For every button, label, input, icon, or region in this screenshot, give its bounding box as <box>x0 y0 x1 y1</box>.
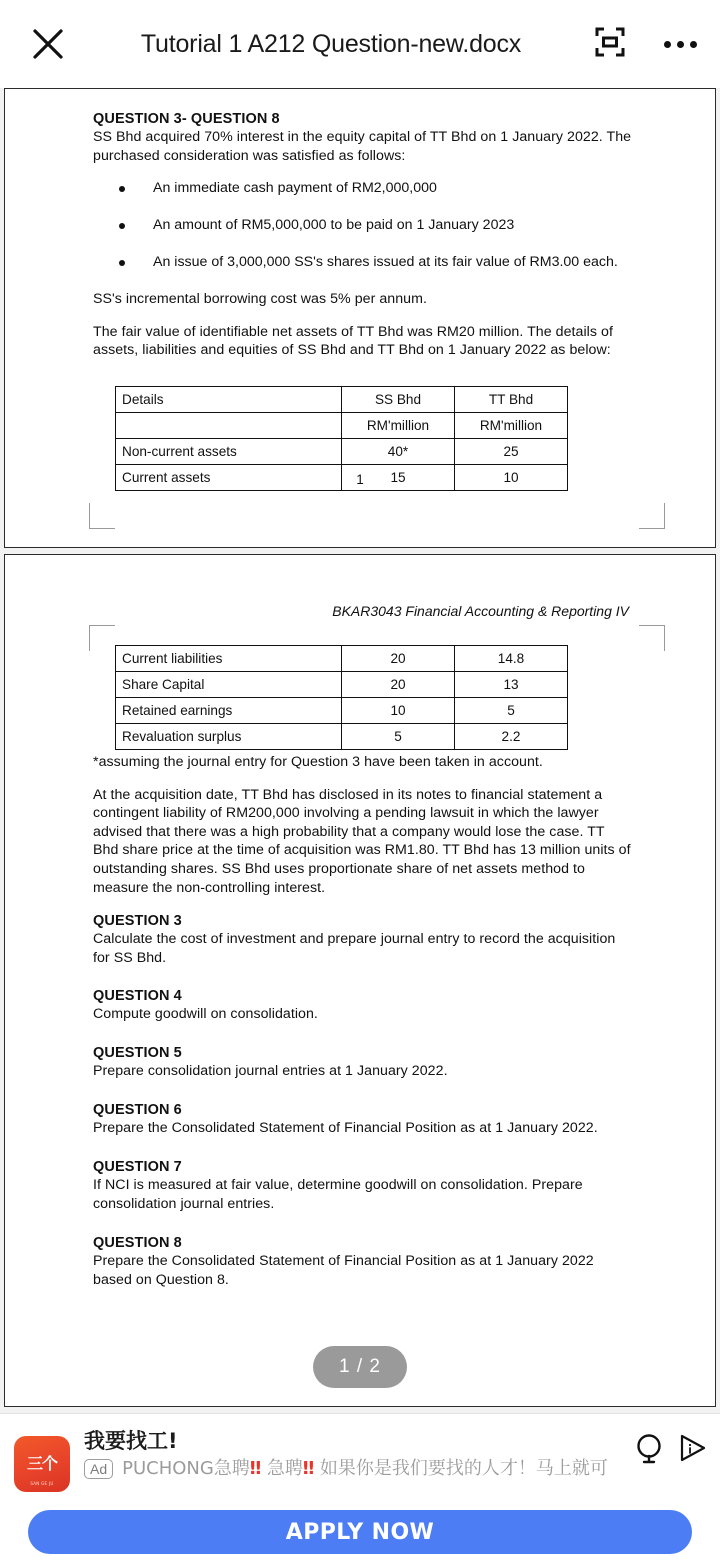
question-block-3 <box>93 913 633 967</box>
question-heading: QUESTION 8 <box>93 1235 182 1252</box>
table-row <box>116 412 568 438</box>
table-cell: 40* <box>342 438 455 464</box>
play-info-icon[interactable] <box>678 1433 706 1468</box>
ad-logo <box>14 1436 70 1492</box>
sound-icon[interactable] <box>634 1432 664 1469</box>
table-row <box>116 646 568 672</box>
question-heading: QUESTION 6 <box>93 1101 182 1118</box>
fit-to-screen-button[interactable] <box>584 18 636 70</box>
question-block-6 <box>93 1102 633 1138</box>
question-text: Compute goodwill on consolidation. <box>93 1006 318 1023</box>
intro-paragraph: SS Bhd acquired 70% interest in the equity capital of TT Bhd on 1 January 2022. The purchased consideration was satisfied as follows: <box>93 129 632 164</box>
table-cell: RM'million <box>455 412 568 438</box>
table-cell: 2.2 <box>455 724 568 750</box>
borrowing-cost-paragraph: SS's incremental borrowing cost was 5% per annum. <box>93 291 427 308</box>
app-bar <box>0 0 720 88</box>
table-row <box>116 386 568 412</box>
table-cell: SS Bhd <box>342 386 455 412</box>
table-cell: 10 <box>455 464 568 490</box>
table-footnote: *assuming the journal entry for Question 3 have been taken in account. <box>93 754 543 770</box>
document-title: Tutorial 1 A212 Question-new.docx <box>140 29 522 58</box>
question-heading: QUESTION 5 <box>93 1044 182 1061</box>
table-cell: Share Capital <box>116 672 342 698</box>
table-cell: 5 <box>455 698 568 724</box>
ad-controls <box>634 1432 706 1469</box>
table-cell <box>116 412 342 438</box>
list-item: An issue of 3,000,000 SS's shares issued at its fair value of RM3.00 each. <box>93 253 633 271</box>
document-page-2 <box>4 554 716 1407</box>
question-text: Prepare the Consolidated Statement of Financial Position as at 1 January 2022 based on Question 8. <box>93 1253 594 1288</box>
table-cell: RM'million <box>342 412 455 438</box>
ad-description <box>122 1458 608 1480</box>
margin-mark-top-right <box>639 625 665 651</box>
question-block-5 <box>93 1045 633 1081</box>
table-cell: Retained earnings <box>116 698 342 724</box>
margin-mark-bottom-right <box>639 503 665 529</box>
fit-to-screen-icon <box>595 27 625 62</box>
table-cell: 10 <box>342 698 455 724</box>
ad-logo-subtext: SAN GE JU <box>30 1481 54 1486</box>
margin-mark-bottom-left <box>89 503 115 529</box>
ad-desc-post: 如果你是我们要找的人才！马上就可 <box>314 1458 608 1479</box>
question-block-8 <box>93 1235 633 1289</box>
financials-table-part2 <box>115 645 568 750</box>
section-heading: QUESTION 3- QUESTION 8 <box>93 111 280 127</box>
table-cell: Details <box>116 386 342 412</box>
table-cell: 14.8 <box>455 646 568 672</box>
ad-desc-mid: 急聘 <box>261 1458 303 1479</box>
more-options-icon <box>661 35 700 53</box>
ad-title: 我要找工! <box>84 1429 178 1453</box>
table-cell: 25 <box>455 438 568 464</box>
table-cell: Current assets <box>116 464 342 490</box>
table-cell: 5 <box>342 724 455 750</box>
ad-desc-excl-2: ‼ <box>302 1458 315 1479</box>
table-cell: 20 <box>342 672 455 698</box>
question-block-4 <box>93 988 633 1024</box>
table-row <box>116 672 568 698</box>
table-cell: 20 <box>342 646 455 672</box>
question-block-7 <box>93 1159 633 1213</box>
more-options-button[interactable] <box>654 18 706 70</box>
question-text: Prepare the Consolidated Statement of Financial Position as at 1 January 2022. <box>93 1119 598 1136</box>
table-cell: TT Bhd <box>455 386 568 412</box>
question-heading: QUESTION 4 <box>93 988 182 1005</box>
document-page-1 <box>4 88 716 548</box>
page-indicator: 1 / 2 <box>313 1346 407 1388</box>
ad-desc-excl-1: ‼ <box>249 1458 262 1479</box>
table-cell: Revaluation surplus <box>116 724 342 750</box>
table-row <box>116 698 568 724</box>
table-row <box>116 724 568 750</box>
question-text: If NCI is measured at fair value, determine goodwill on consolidation. Prepare consolidation journal entries. <box>93 1177 583 1212</box>
page-footer-number: 1 <box>356 472 364 487</box>
ad-logo-glyphs: 三个 <box>26 1454 57 1473</box>
table-row <box>116 438 568 464</box>
table-cell: Current liabilities <box>116 646 342 672</box>
ad-text-block <box>70 1428 706 1480</box>
ad-banner[interactable] <box>0 1413 720 1560</box>
list-item: An amount of RM5,000,000 to be paid on 1 January 2023 <box>93 216 633 234</box>
ad-badge: Ad <box>84 1459 113 1479</box>
table-cell: Non-current assets <box>116 438 342 464</box>
table-cell: 15 <box>342 464 455 490</box>
question-heading: QUESTION 7 <box>93 1159 182 1176</box>
acquisition-note-paragraph: At the acquisition date, TT Bhd has disclosed in its notes to financial statement a contingent liability of RM200,000 involving a pending lawsuit in which the lawyer advised that there was a high probability that a company would lose the case. TT Bhd share price at the time of acquisition was RM1.80. TT Bhd has 13 million units of outstanding shares. SS Bhd uses proportionate share of net assets method to measure the non-controlling interest. <box>93 786 631 896</box>
apply-now-button[interactable]: APPLY NOW <box>28 1510 692 1554</box>
question-text: Calculate the cost of investment and prepare journal entry to record the acquisition for SS Bhd. <box>93 931 616 966</box>
consideration-list <box>93 179 633 271</box>
running-header: BKAR3043 Financial Accounting & Reporting IV <box>332 603 629 619</box>
document-viewport[interactable] <box>0 88 720 1413</box>
fair-value-paragraph: The fair value of identifiable net assets of TT Bhd was RM20 million. The details of assets, liabilities and equities of SS Bhd and TT Bhd on 1 January 2022 as below: <box>93 323 613 359</box>
close-button[interactable] <box>18 14 78 74</box>
question-heading: QUESTION 3 <box>93 913 182 930</box>
table-cell: 13 <box>455 672 568 698</box>
ad-description-row <box>84 1458 706 1480</box>
ad-desc-pre: PUCHONG急聘 <box>122 1458 250 1479</box>
question-text: Prepare consolidation journal entries at 1 January 2022. <box>93 1062 448 1079</box>
list-item: An immediate cash payment of RM2,000,000 <box>93 179 633 197</box>
close-icon <box>31 27 65 61</box>
